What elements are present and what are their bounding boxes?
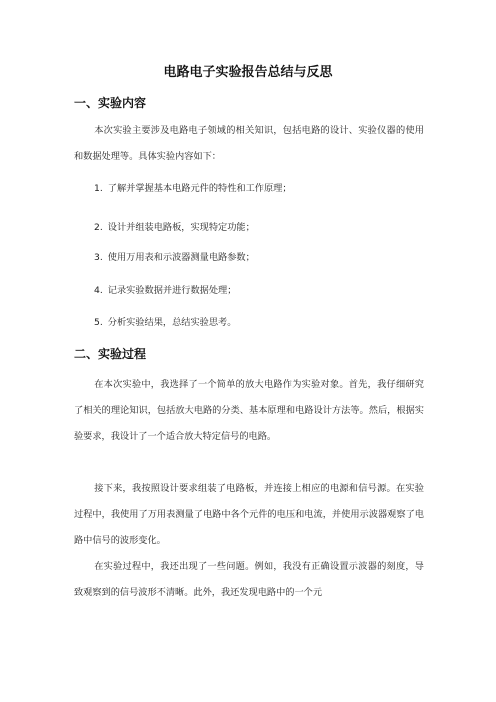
- list-item-text: 分析实验结果，总结实验思考。: [107, 317, 237, 328]
- body-paragraph: [74, 372, 424, 450]
- list-item-number: 5.: [94, 317, 103, 328]
- list-item-number: 3.: [94, 252, 103, 263]
- body-paragraph-text: 在实验过程中，我还出现了一些问题。例如，我没有正确设置示波器的刻度，导致观察到的信号波形不清晰。此外，我还发现电路中的一个元: [74, 561, 424, 598]
- list-item: [94, 251, 255, 265]
- document-title: 电路电子实验报告总结与反思: [163, 65, 333, 80]
- list-item-number: 2.: [94, 222, 103, 233]
- list-item-text: 记录实验数据并进行数据处理；: [107, 285, 237, 296]
- list-item-number: 1.: [94, 183, 103, 194]
- body-paragraph: [74, 476, 424, 554]
- list-item-number: 4.: [94, 285, 103, 296]
- list-item: [94, 182, 292, 196]
- list-item-text: 使用万用表和示波器测量电路参数；: [107, 252, 255, 263]
- list-item: [94, 221, 255, 235]
- list-item-text: 了解并掌握基本电路元件的特性和工作原理；: [107, 183, 292, 194]
- section-intro-text: 本次实验主要涉及电路电子领域的相关知识，包括电路的设计、实验仪器的使用和数据处理等。具体实验内容如下：: [74, 125, 424, 162]
- list-item-text: 设计并组装电路板，实现特定功能；: [107, 222, 255, 233]
- list-item: [94, 284, 236, 298]
- section-heading-process: 二、实验过程: [74, 347, 147, 361]
- body-paragraph-text: 接下来，我按照设计要求组装了电路板，并连接上相应的电源和信号源。在实验过程中，我使用了万用表测量了电路中各个元件的电压和电流，并使用示波器观察了电路中信号的波形变化。: [74, 483, 424, 546]
- list-item: [94, 316, 236, 330]
- section-heading-content: 一、实验内容: [74, 96, 147, 110]
- section-intro-paragraph: [74, 118, 424, 170]
- body-paragraph-text: 在本次实验中，我选择了一个简单的放大电路作为实验对象。首先，我仔细研究了相关的理论知识，包括放大电路的分类、基本原理和电路设计方法等。然后，根据实验要求，我设计了一个适合放大特定信号的电路。: [74, 379, 424, 442]
- body-paragraph: [74, 554, 424, 606]
